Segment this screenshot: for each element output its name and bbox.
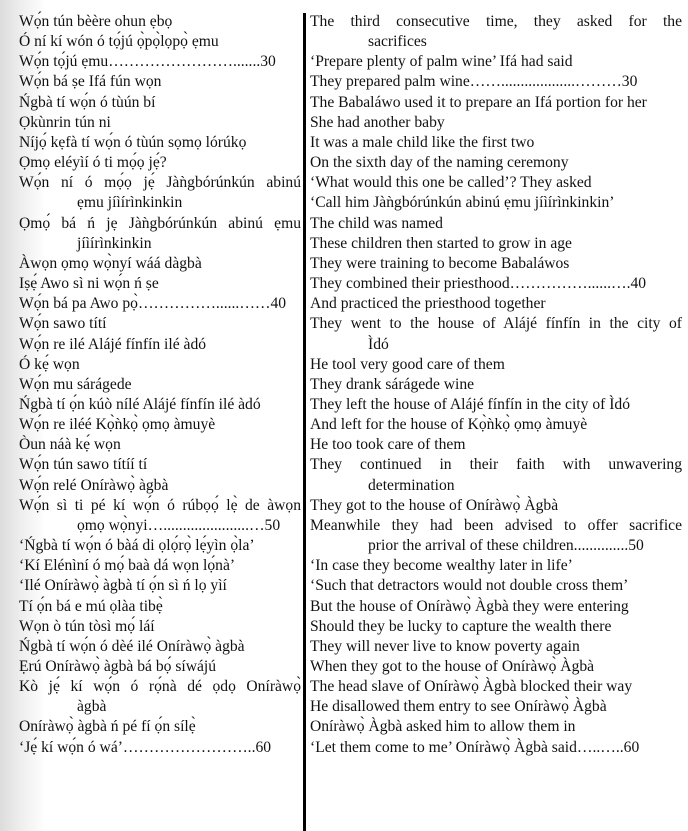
verse-line-text: They drank sárágede wine [310,375,475,393]
verse-line [310,52,682,72]
verse-line-text: They got to the house of Oníràwọ̀ Àgbà [310,496,559,514]
verse-line-text: She had another baby [310,113,445,131]
verse-line-text: When they got to the house of Oníràwọ̀ Àgbà [310,658,595,675]
verse-line-text: It was a male child like the first two [310,133,535,151]
verse-line [310,516,682,556]
verse-line [19,113,301,133]
verse-line [310,193,682,213]
verse-line [310,294,682,314]
verse-line-text: They prepared palm wine……...................………30 [310,73,638,91]
verse-line-continuation: jíìírìnkinkin [77,234,152,252]
verse-line-text: On the sixth day of the naming ceremony [310,154,569,172]
verse-line [19,395,301,415]
verse-line-text: ‘What would this one be called’? They asked [310,174,592,192]
verse-line-text: Ẹrú Oníràwọ̀ àgbà bá bọ́ síwájú [19,658,217,675]
verse-line-continuation: prior the arrival of these children..............50 [368,537,644,555]
verse-line-text: ‘In case they become wealthy later in life’ [310,557,573,575]
verse-line [310,93,682,113]
verse-line [19,274,301,294]
verse-line-text: ‘Jẹ́ kí wọ́n ó wá’……………………..60 [19,738,272,756]
verse-line [19,576,301,596]
verse-line-text: Ọkùnrin tún ni [19,113,111,131]
verse-line [19,476,301,496]
verse-line [19,738,301,758]
verse-line-text: Wọ́n ní ó mọ́ọ jẹ́ Jàǹgbórúnkún abinú [19,174,301,192]
verse-line-text: Níjọ́ kẹfà tí wọ́n ó tùún sọmọ lórúkọ [19,133,247,151]
verse-line [19,435,301,455]
verse-line-text: Should they be lucky to capture the wealth there [310,617,612,635]
verse-line [310,435,682,455]
verse-line-text: He tool very good care of them [310,355,505,373]
verse-line-text: ‘Such that detractors would not double cross them’ [310,577,629,595]
column-divider [303,13,306,831]
verse-line [19,355,301,375]
verse-line-text: Wọ́n tọ́jú ẹmu…………………….......30 [19,53,276,71]
verse-line-text: They combined their priesthood……………......….40 [310,275,647,293]
verse-line [19,536,301,556]
verse-line [19,496,301,536]
verse-line [310,597,682,617]
verse-line-text: The Babaláwo used it to prepare an Ifá portion for her [310,93,647,111]
verse-line-text: Ó kẹ́ wọn [19,355,80,373]
verse-line-text: Ńgbà tí ọ́n kúò nílé Alájé fínfín ilé àdó [19,395,261,413]
verse-line-text: Iṣẹ́ Awo sì ni wọ́n ń ṣe [19,275,159,293]
verse-line [19,52,301,72]
verse-line [19,12,301,32]
verse-line [310,274,682,294]
verse-line-text: Kò jẹ́ kí wọ́n ó rọ́nà dé ọdọ Oníràwọ̀ [19,678,301,696]
verse-line-text: Òun náà kẹ́ wọn [19,436,121,454]
verse-line [310,576,682,596]
verse-line [19,133,301,153]
verse-line-text: Ńgbà tí wọ́n ó tùún bí [19,93,156,111]
verse-line [19,335,301,355]
verse-line [310,717,682,737]
verse-line [310,738,682,758]
verse-line-text: But the house of Oníràwọ̀ Àgbà they were entering [310,597,629,615]
verse-line-text: ‘Call him Jàǹgbórúnkún abinú ẹmu jíìírìnkinkin’ [310,194,615,212]
verse-line-text: They were training to become Babaláwos [310,254,570,272]
verse-line [19,375,301,395]
verse-line-text: He disallowed them entry to see Oníràwọ̀ Àgbà [310,698,607,716]
verse-line-text: Oníràwọ̀ àgbà ń pé fí ọ́n sílẹ̀ [19,718,196,736]
verse-line-text: They continued in their faith with unwavering [310,456,682,474]
verse-line [310,214,682,234]
verse-line-continuation: àgbà [77,698,107,716]
verse-line-text: Wọ́n mu sárágede [19,375,132,393]
verse-line-text: ‘Prepare plenty of palm wine’ Ifá had said [310,53,573,71]
verse-line-text: Wọ́n re ilé Alájé fínfín ilé àdó [19,335,207,353]
verse-line-text: Wọ́n tún sawo títíí tí [19,456,148,474]
verse-line [310,395,682,415]
verse-line [310,415,682,435]
verse-line [19,72,301,92]
verse-line-text: Wọn ò tún tòsì mọ́ láí [19,617,155,635]
verse-line [19,657,301,677]
verse-line-text: ‘Kí Elénìní ó mọ́ baà dá wọn lọ́nà’ [19,557,236,575]
verse-line [310,455,682,495]
verse-line-text: Àwọn ọmọ wọ̀nyí wáá dàgbà [19,254,202,272]
verse-line [19,214,301,254]
verse-line-text: Meanwhile they had been advised to offer sacrifice [310,516,682,534]
verse-line-text: The head slave of Oníràwọ̀ Àgbà blocked their way [310,678,633,696]
verse-line [19,153,301,173]
verse-line-text: Ńgbà tí wọ́n ó dèé ilé Oníràwọ̀ àgbà [19,637,245,655]
verse-line [19,617,301,637]
verse-line-text: The third consecutive time, they asked for the [310,13,682,30]
verse-line [310,153,682,173]
verse-line-text: Wọ́n relé Oníràwọ̀ àgbà [19,476,169,494]
verse-line [19,455,301,475]
verse-line-text: And practiced the priesthood together [310,295,546,313]
verse-line [19,597,301,617]
verse-line-text: Ọmọ́ bá ń jẹ Jàǹgbórúnkún abinú ẹmu [19,214,301,232]
verse-line-text: Ó ní kí wón ó tọ́jú ọ̀pọ̀lọpọ̀ ẹmu [19,33,219,51]
verse-line [310,133,682,153]
verse-line-text: ‘Ilé Oníràwọ̀ àgbà tí ọ́n sì ń lọ yìí [19,577,227,595]
verse-line-continuation: sacrifices [368,33,427,51]
verse-line [310,375,682,395]
verse-line [310,254,682,274]
verse-line-text: Wọ́n re iléé Kọ̀ǹkọ̀ ọmọ àmuyè [19,416,216,434]
verse-line [19,93,301,113]
verse-line-text: Wọ́n sawo títí [19,315,107,333]
verse-line [310,697,682,717]
verse-line-text: Wọ́n bá pa Awo pọ̀……………......……40 [19,295,287,313]
verse-line-text: Wọ́n bá ṣe Ifá fún wọn [19,73,162,91]
verse-line [310,355,682,375]
verse-line-continuation: Ìdó [368,335,389,353]
verse-line-text: These children then started to grow in age [310,234,572,252]
verse-line-continuation: ẹmu jíìírìnkinkin [77,194,183,212]
verse-line [310,314,682,354]
verse-line [19,294,301,314]
verse-line-continuation: determination [368,476,455,494]
verse-line-text: Wọ́n sì ti pé kí wọ́n ó rúbọọ́ lẹ̀ de àwọn [19,496,301,514]
verse-line [19,32,301,52]
verse-line-text: They went to the house of Alájé fínfín in the city of [310,315,682,333]
verse-line-continuation: ọmọ wọ̀nyi…......................…50 [77,516,281,534]
english-column [310,12,682,758]
verse-line [310,113,682,133]
verse-line [310,637,682,657]
yoruba-column [19,12,301,758]
verse-line [310,617,682,637]
verse-line [19,717,301,737]
verse-line [310,72,682,92]
verse-line-text: Ọmọ eléyìí ó ti mọ́ọ jẹ́? [19,154,167,172]
verse-line-text: ‘Ńgbà tí wọ́n ó bàá di ọlọ́rọ̀ lẹ́yìn ọ̀la’ [19,537,255,555]
verse-line [310,234,682,254]
verse-line [19,677,301,717]
verse-line-text: ‘Let them come to me’ Oníràwọ̀ Àgbà said…..…..60 [310,738,640,756]
verse-line [19,556,301,576]
verse-line [310,12,682,52]
verse-line-text: Oníràwọ̀ Àgbà asked him to allow them in [310,718,576,736]
verse-line [310,556,682,576]
verse-line [19,415,301,435]
verse-line [310,657,682,677]
verse-line-text: They will never live to know poverty again [310,637,580,655]
verse-line-text: Tí ọ́n bá e mú ọlàa tibẹ̀ [19,597,163,615]
verse-line-text: The child was named [310,214,443,232]
verse-line-text: Wọ́n tún bèère ohun ẹbọ [19,13,173,30]
verse-line [19,637,301,657]
verse-line [310,496,682,516]
verse-line [19,314,301,334]
verse-line [310,173,682,193]
verse-line [19,173,301,213]
verse-line-text: They left the house of Alájé fínfín in the city of Ìdó [310,395,631,413]
verse-line-text: He too took care of them [310,436,466,454]
verse-line [310,677,682,697]
verse-line [19,254,301,274]
verse-line-text: And left for the house of Kọ̀ǹkọ̀ ọmọ àmuyè [310,416,588,434]
